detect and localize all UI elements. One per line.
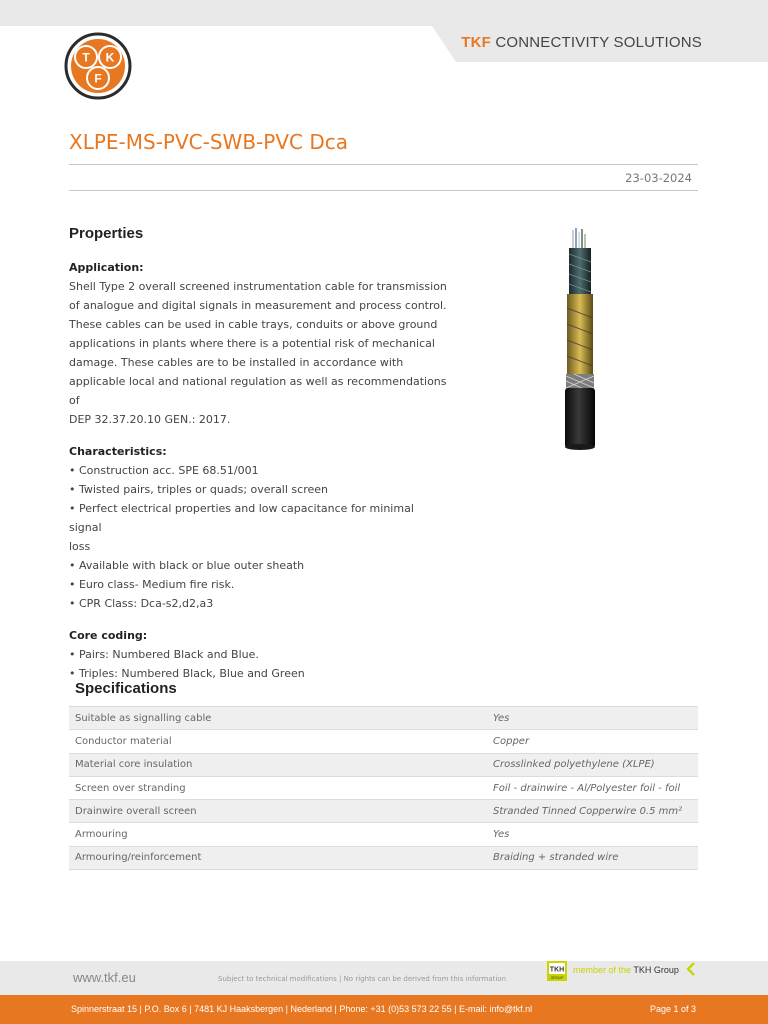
core-coding-item: • Pairs: Numbered Black and Blue. bbox=[69, 648, 259, 661]
table-row bbox=[69, 823, 698, 846]
spec-value: Braiding + stranded wire bbox=[487, 846, 698, 869]
application-line: DEP 32.37.20.10 GEN.: 2017. bbox=[69, 413, 231, 426]
spec-value: Yes bbox=[487, 823, 698, 846]
spec-key: Suitable as signalling cable bbox=[69, 707, 487, 730]
page-number: Page 1 of 3 bbox=[649, 1004, 696, 1014]
application-line: applicable local and national regulation as well as recommendations of bbox=[69, 375, 447, 407]
application-line: damage. These cables are to be installed in accordance with bbox=[69, 356, 404, 369]
characteristics-label: Characteristics: bbox=[69, 445, 167, 458]
tkh-member-text bbox=[573, 965, 679, 975]
logo-letter-f: F bbox=[94, 71, 102, 86]
application-line: of analogue and digital signals in measurement and process control. bbox=[69, 299, 447, 312]
characteristics-item: • Perfect electrical properties and low capacitance for minimal signal bbox=[69, 502, 414, 534]
chevron-left-icon bbox=[686, 962, 696, 976]
application-line: These cables can be used in cable trays, conduits or above ground bbox=[69, 318, 438, 331]
company-name bbox=[461, 34, 702, 51]
application-line: Shell Type 2 overall screened instrumentation cable for transmission bbox=[69, 280, 447, 293]
table-row bbox=[69, 730, 698, 753]
characteristics-item: • Construction acc. SPE 68.51/001 bbox=[69, 464, 259, 477]
specifications-heading: Specifications bbox=[75, 680, 177, 697]
spec-key: Screen over stranding bbox=[69, 776, 487, 799]
core-coding-label: Core coding: bbox=[69, 629, 148, 642]
table-row bbox=[69, 753, 698, 776]
table-row bbox=[69, 800, 698, 823]
company-name-rest: CONNECTIVITY SOLUTIONS bbox=[490, 34, 702, 51]
core-coding-item: • Triples: Numbered Black, Blue and Green bbox=[69, 667, 305, 680]
spec-key: Drainwire overall screen bbox=[69, 800, 487, 823]
table-row bbox=[69, 846, 698, 869]
characteristics-item: • Available with black or blue outer sheath bbox=[69, 559, 305, 572]
tkh-prefix: member of the bbox=[573, 965, 634, 975]
characteristics-item: • Twisted pairs, triples or quads; overall screen bbox=[69, 483, 328, 496]
document-date: 23-03-2024 bbox=[625, 171, 692, 185]
application-label: Application: bbox=[69, 261, 144, 274]
table-row bbox=[69, 776, 698, 799]
spec-key: Armouring bbox=[69, 823, 487, 846]
title-divider-bottom bbox=[69, 190, 698, 191]
application-line: applications in plants where there is a potential risk of mechanical bbox=[69, 337, 435, 350]
spec-value: Yes bbox=[487, 707, 698, 730]
header-top-band bbox=[0, 0, 768, 26]
properties-section bbox=[69, 258, 449, 683]
spec-value: Crosslinked polyethylene (XLPE) bbox=[487, 753, 698, 776]
spec-value: Stranded Tinned Copperwire 0.5 mm² bbox=[487, 800, 698, 823]
tkh-logo-subtext: GROUP bbox=[550, 976, 564, 980]
spec-key: Armouring/reinforcement bbox=[69, 846, 487, 869]
tkh-name: TKH Group bbox=[633, 965, 679, 975]
specifications-table bbox=[69, 706, 698, 870]
spec-value: Foil - drainwire - Al/Polyester foil - foil bbox=[487, 776, 698, 799]
spec-key: Conductor material bbox=[69, 730, 487, 753]
characteristics-item: • Euro class- Medium fire risk. bbox=[69, 578, 235, 591]
company-brand: TKF bbox=[461, 34, 491, 51]
properties-heading: Properties bbox=[69, 225, 144, 242]
application-text bbox=[69, 277, 449, 429]
characteristics-item: loss bbox=[69, 540, 91, 553]
footer-website-link[interactable]: www.tkf.eu bbox=[73, 970, 136, 985]
logo-letter-t: T bbox=[82, 50, 90, 65]
spec-key: Material core insulation bbox=[69, 753, 487, 776]
tkf-logo bbox=[64, 32, 132, 100]
footer-address: Spinnerstraat 15 | P.O. Box 6 | 7481 KJ Haaksbergen | Nederland | Phone: +31 (0)53 573 22 55 | E-mail: info@tkf.nl bbox=[71, 1004, 533, 1014]
spec-value: Copper bbox=[487, 730, 698, 753]
title-divider-top bbox=[69, 164, 698, 165]
logo-letter-k: K bbox=[105, 50, 115, 65]
cable-product-image bbox=[560, 228, 600, 450]
tkh-logo-text: TKH bbox=[549, 966, 565, 974]
characteristics-item: • CPR Class: Dca-s2,d2,a3 bbox=[69, 597, 214, 610]
footer-disclaimer: Subject to technical modifications | No rights can be derived from this information bbox=[218, 975, 507, 983]
tkh-group-logo bbox=[547, 961, 567, 981]
characteristics-list bbox=[69, 461, 449, 613]
document-title: XLPE-MS-PVC-SWB-PVC Dca bbox=[69, 130, 348, 154]
core-coding-list bbox=[69, 645, 449, 683]
table-row bbox=[69, 707, 698, 730]
